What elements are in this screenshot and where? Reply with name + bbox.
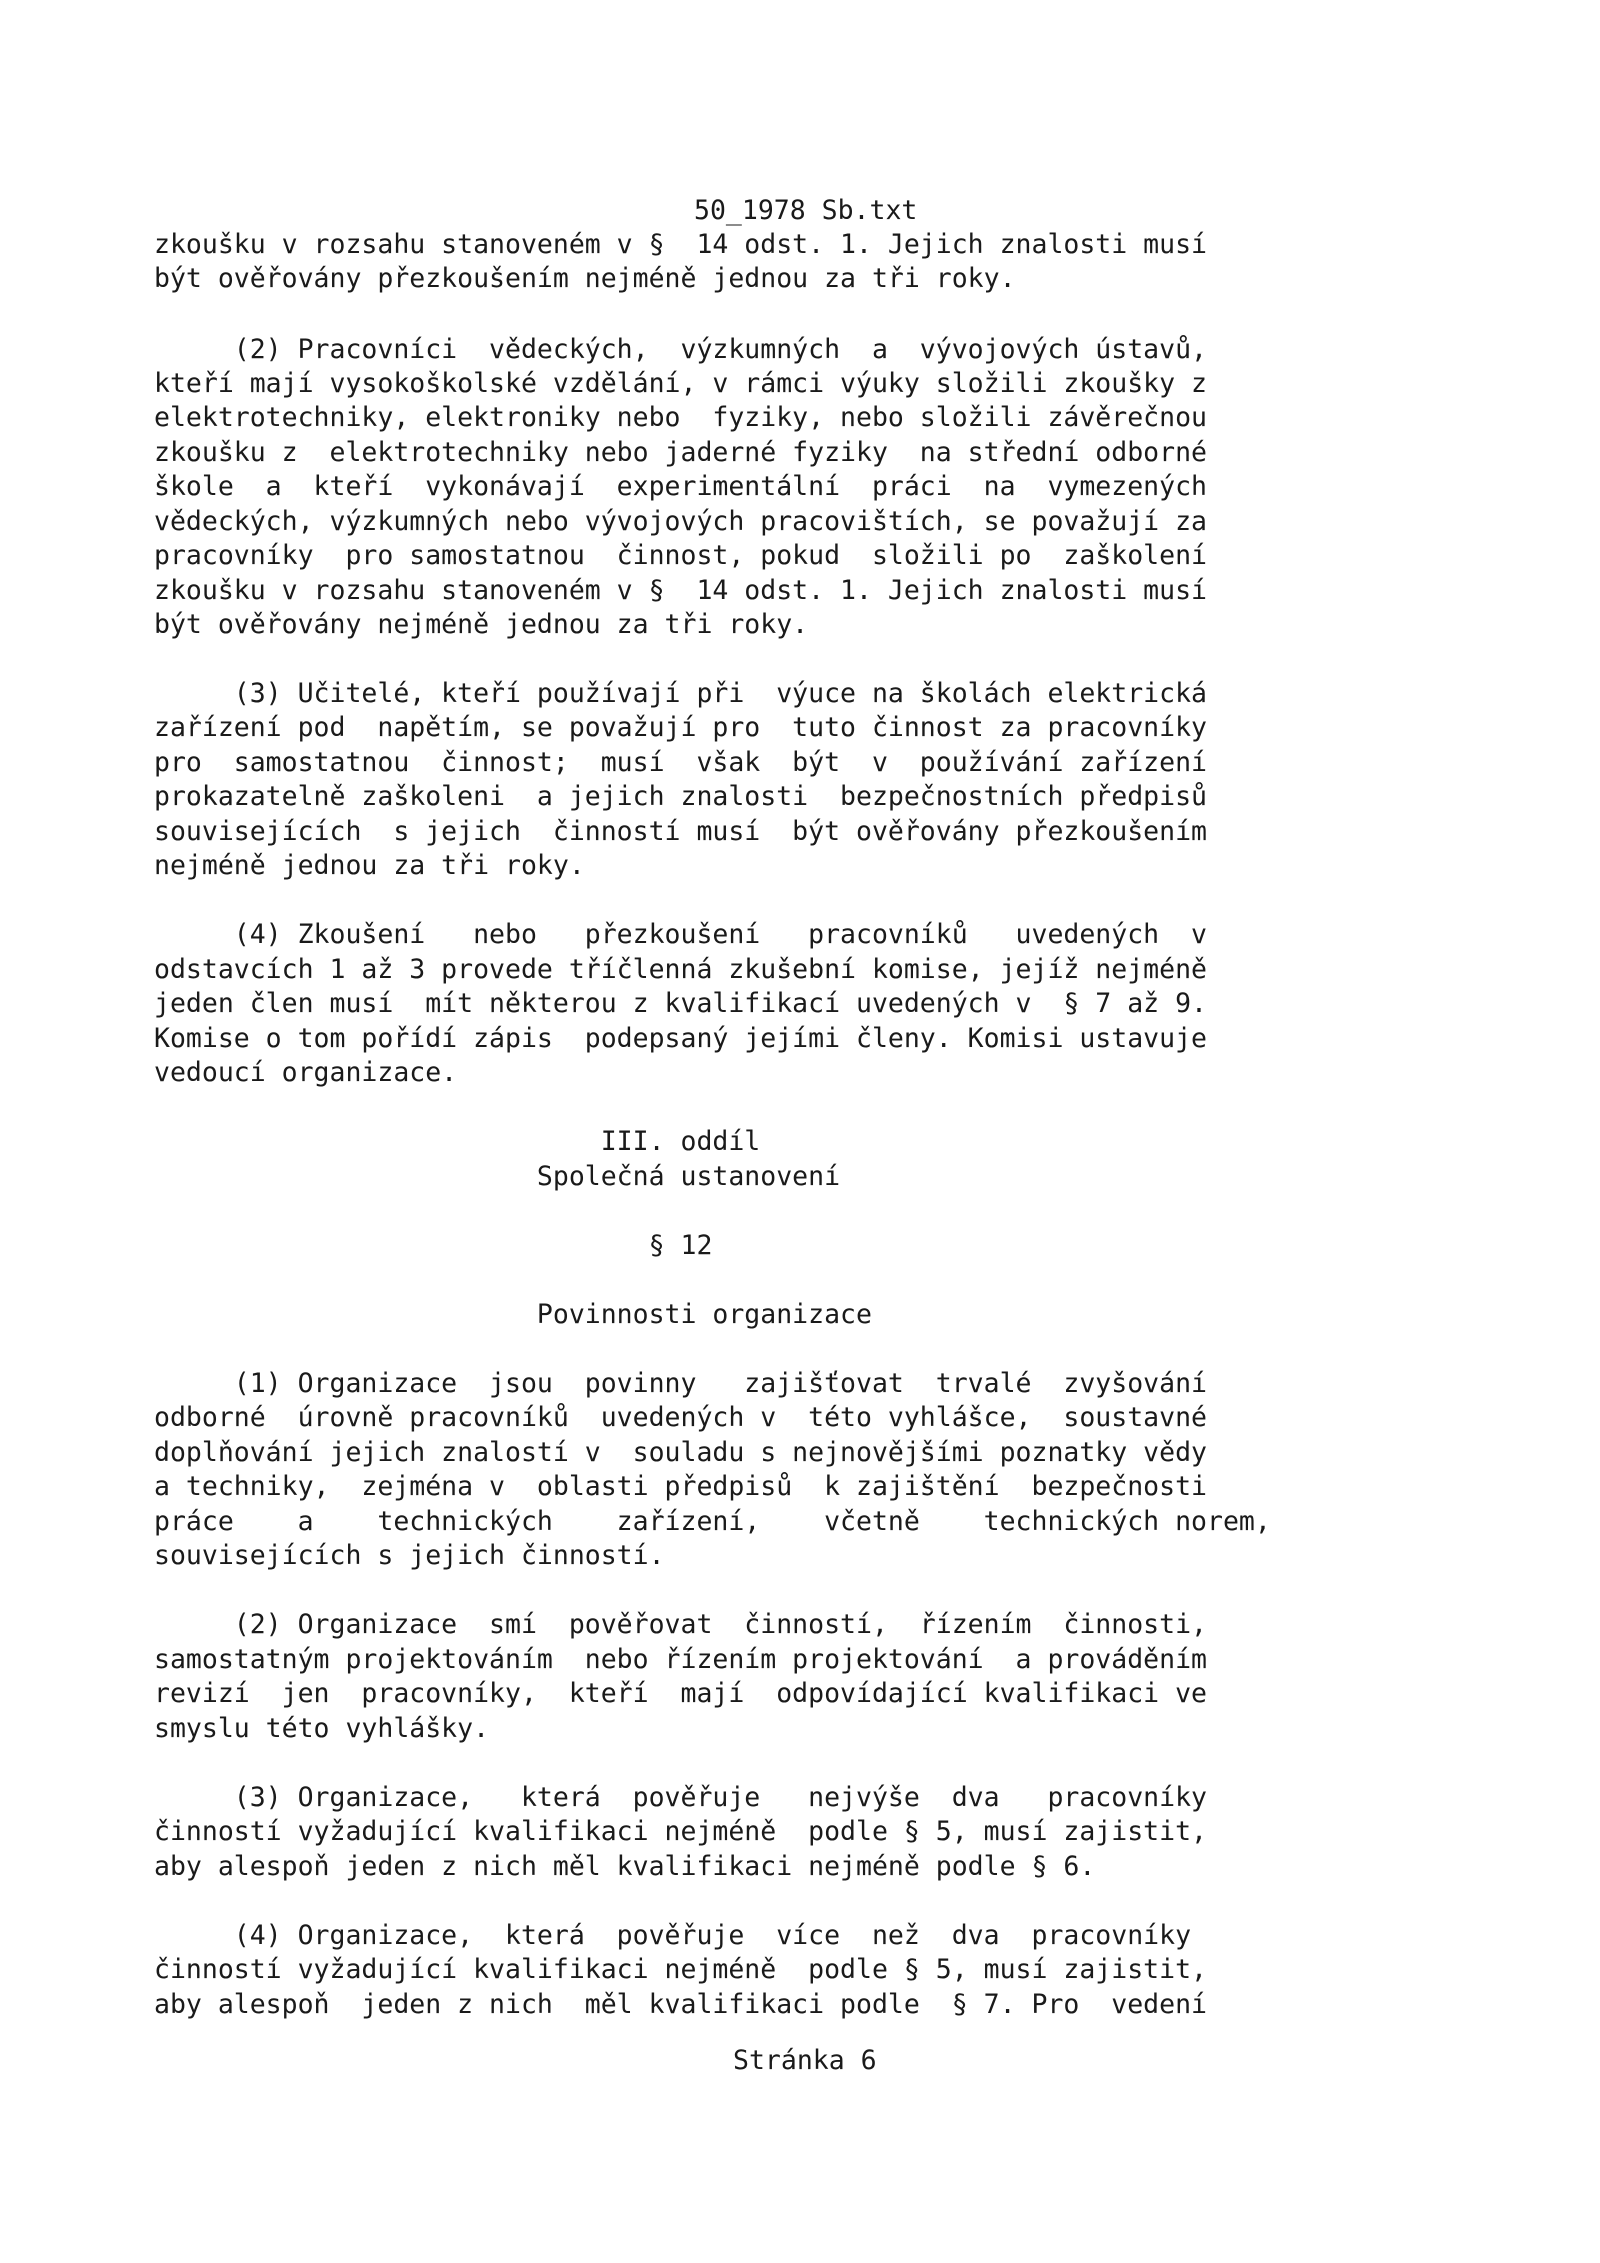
- text-line: Komise o tom pořídí zápis podepsaný jejími členy. Komisi ustavuje: [154, 1023, 1207, 1054]
- text-line: zkoušku z elektrotechniky nebo jaderné fyziky na střední odborné: [154, 437, 1207, 468]
- text-line: revizí jen pracovníky, kteří mají odpovídající kvalifikaci ve: [154, 1678, 1207, 1709]
- text-line: elektrotechniky, elektroniky nebo fyziky, nebo složili závěrečnou: [154, 402, 1207, 433]
- text-line: vědeckých, výzkumných nebo vývojových pracovištích, se považují za: [154, 506, 1207, 537]
- text-line: samostatným projektováním nebo řízením projektování a prováděním: [154, 1644, 1207, 1675]
- text-line: prokazatelně zaškoleni a jejich znalosti bezpečnostních předpisů: [154, 781, 1207, 812]
- text-line: (3) Organizace, která pověřuje nejvýše dva pracovníky: [154, 1782, 1207, 1813]
- text-line: odborné úrovně pracovníků uvedených v této vyhlášce, soustavné: [154, 1402, 1207, 1433]
- text-line: jeden člen musí mít některou z kvalifikací uvedených v § 7 až 9.: [154, 988, 1207, 1019]
- text-line: být ověřovány přezkoušením nejméně jednou za tři roky.: [154, 263, 1016, 294]
- text-line: souvisejících s jejich činností musí být ověřovány přezkoušením: [154, 816, 1207, 847]
- section-heading: III. oddíl: [154, 1126, 761, 1157]
- paragraph-title: Povinnosti organizace: [154, 1299, 872, 1330]
- text-line: činností vyžadující kvalifikaci nejméně podle § 5, musí zajistit,: [154, 1816, 1207, 1847]
- text-line: aby alespoň jeden z nich měl kvalifikaci podle § 7. Pro vedení: [154, 1989, 1207, 2020]
- text-line: činností vyžadující kvalifikaci nejméně podle § 5, musí zajistit,: [154, 1954, 1207, 1985]
- text-line: doplňování jejich znalostí v souladu s nejnovějšími poznatky vědy: [154, 1437, 1207, 1468]
- text-line: pro samostatnou činnost; musí však být v používání zařízení: [154, 747, 1207, 778]
- text-line: zařízení pod napětím, se považují pro tuto činnost za pracovníky: [154, 712, 1207, 743]
- text-line: odstavcích 1 až 3 provede tříčlenná zkušební komise, jejíž nejméně: [154, 954, 1207, 985]
- text-line: smyslu této vyhlášky.: [154, 1713, 490, 1744]
- text-line: zkoušku v rozsahu stanoveném v § 14 odst. 1. Jejich znalosti musí: [154, 229, 1207, 260]
- text-line: (3) Učitelé, kteří používají při výuce na školách elektrická: [154, 678, 1207, 709]
- text-line: (2) Organizace smí pověřovat činností, řízením činnosti,: [154, 1609, 1207, 1640]
- page-number: Stránka 6: [733, 2045, 877, 2076]
- text-line: (1) Organizace jsou povinny zajišťovat trvalé zvyšování: [154, 1368, 1207, 1399]
- text-line: (4) Zkoušení nebo přezkoušení pracovníků uvedených v: [154, 919, 1207, 950]
- text-line: nejméně jednou za tři roky.: [154, 850, 585, 881]
- document-filename: 50_1978 Sb.txt: [694, 195, 918, 226]
- text-line: být ověřovány nejméně jednou za tři roky.: [154, 609, 809, 640]
- text-line: pracovníky pro samostatnou činnost, pokud složili po zaškolení: [154, 540, 1207, 571]
- text-line: kteří mají vysokoškolské vzdělání, v rámci výuky složili zkoušky z: [154, 368, 1207, 399]
- text-line: a techniky, zejména v oblasti předpisů k zajištění bezpečnosti: [154, 1471, 1207, 1502]
- text-line: aby alespoň jeden z nich měl kvalifikaci nejméně podle § 6.: [154, 1851, 1096, 1882]
- text-line: (4) Organizace, která pověřuje více než dva pracovníky: [154, 1920, 1192, 1951]
- section-subheading: Společná ustanovení: [154, 1161, 841, 1192]
- text-line: zkoušku v rozsahu stanoveném v § 14 odst. 1. Jejich znalosti musí: [154, 575, 1207, 606]
- text-line: souvisejících s jejich činností.: [154, 1540, 665, 1571]
- text-line: škole a kteří vykonávají experimentální práci na vymezených: [154, 471, 1207, 502]
- text-line: vedoucí organizace.: [154, 1057, 458, 1088]
- text-line: (2) Pracovníci vědeckých, výzkumných a vývojových ústavů,: [154, 334, 1207, 365]
- text-line: práce a technických zařízení, včetně technických norem,: [154, 1506, 1271, 1537]
- paragraph-number: § 12: [154, 1230, 713, 1261]
